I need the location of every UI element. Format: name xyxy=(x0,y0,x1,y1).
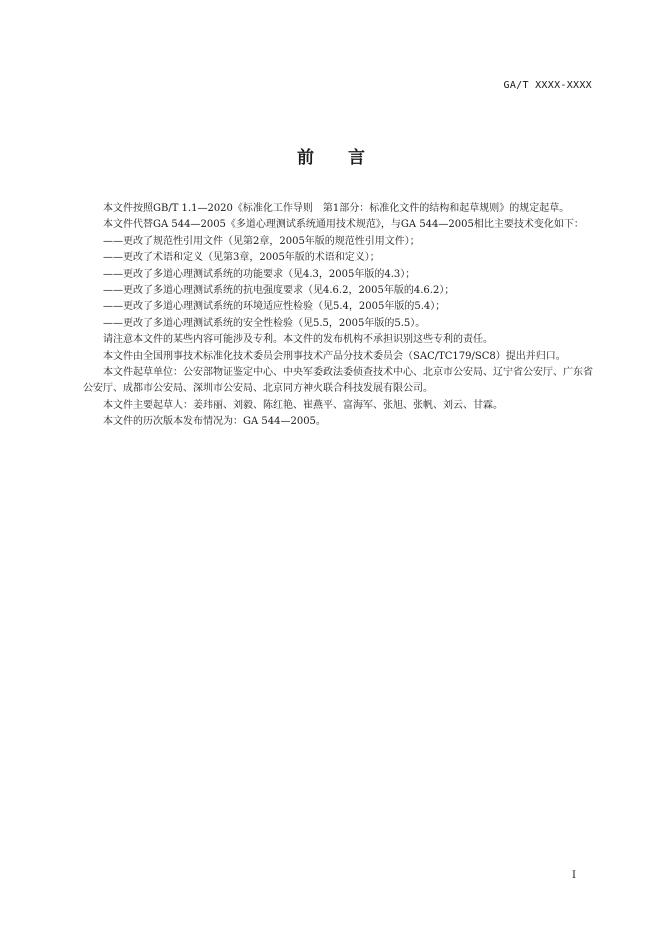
paragraph-drafters: 本文件主要起草人：姜玮丽、刘毅、陈红艳、崔燕平、富海军、张旭、张帆、刘云、甘霖。 xyxy=(103,399,503,411)
change-item: ——更改了多道心理测试系统的安全性检验（见5.5，2005年版的5.5）。 xyxy=(103,317,426,329)
change-item: ——更改了多道心理测试系统的功能要求（见4.3，2005年版的4.3）； xyxy=(103,268,416,280)
change-item: ——更改了多道心理测试系统的环境适应性检验（见5.4，2005年版的5.4）； xyxy=(103,301,446,313)
page-number: I xyxy=(572,870,576,881)
paragraph-drafting-units: 本文件起草单位：公安部物证鉴定中心、中央军委政法委侦查技术中心、北京市公安局、辽宁省公安厅、广东省公安厅、成都市公安局、深圳市公安局、北京同方神火联合科技发展有限公司。 xyxy=(83,367,593,395)
title-part-1: 前 xyxy=(297,148,314,168)
paragraph-version-history: 本文件的历次版本发布情况为：GA 544—2005。 xyxy=(103,416,326,428)
change-item: ——更改了多道心理测试系统的抗电强度要求（见4.6.2，2005年版的4.6.2）； xyxy=(103,285,455,297)
paragraph-patent-notice: 请注意本文件的某些内容可能涉及专利。本文件的发布机构不承担识别这些专利的责任。 xyxy=(103,334,493,346)
change-item: ——更改了规范性引用文件（见第2章，2005年版的规范性引用文件）； xyxy=(103,235,420,247)
change-item: ——更改了术语和定义（见第3章，2005年版的术语和定义）； xyxy=(103,252,380,264)
page-title xyxy=(0,143,662,168)
paragraph-proposer: 本文件由全国刑事技术标准化技术委员会刑事技术产品分技术委员会（SAC/TC179/SC8）提出并归口。 xyxy=(103,350,566,362)
document-code: GA/T XXXX-XXXX xyxy=(503,80,592,91)
title-part-2: 言 xyxy=(348,148,365,168)
paragraph-replacement: 本文件代替GA 544—2005《多道心理测试系统通用技术规范》，与GA 544—2005相比主要技术变化如下： xyxy=(103,219,584,231)
paragraph-drafting-rules: 本文件按照GB/T 1.1—2020《标准化工作导则 第1部分：标准化文件的结构和起草规则》的规定起草。 xyxy=(103,203,570,214)
foreword-body xyxy=(83,201,593,431)
